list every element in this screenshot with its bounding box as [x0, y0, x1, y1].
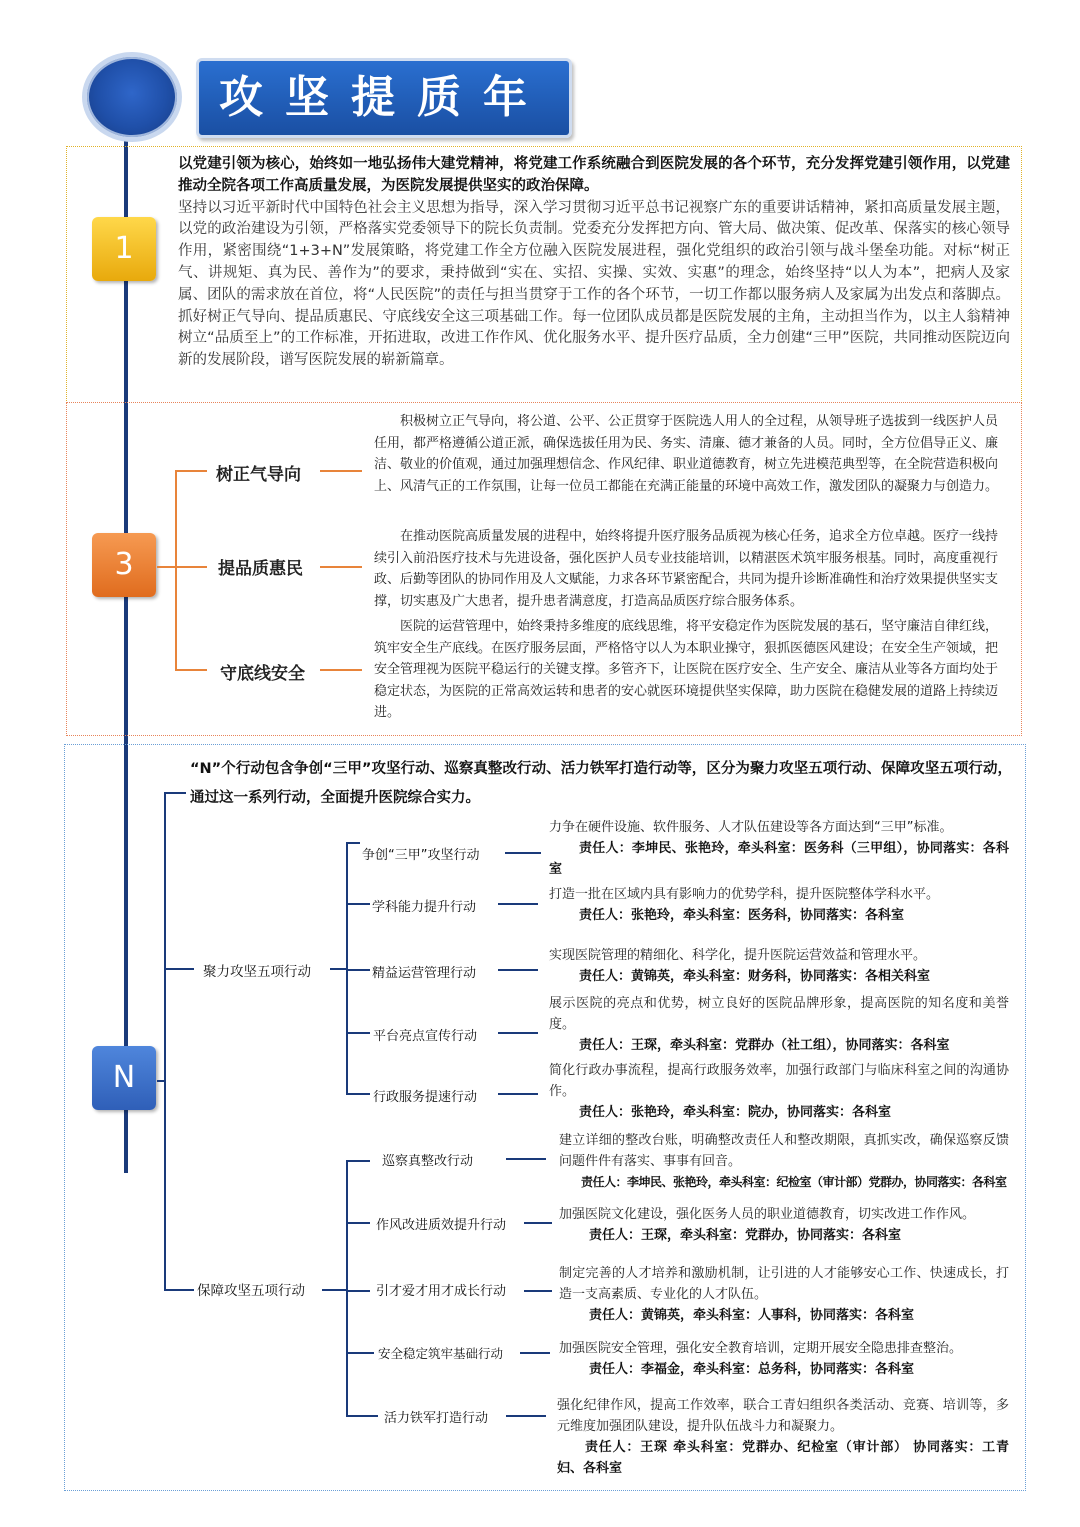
g1-tick-2	[346, 903, 370, 905]
item-text-pinzhi-p: 在推动医院高质量发展的进程中，始终将提升医疗服务品质视为核心任务，追求全方位卓越。医疗一线持续引入前沿医疗技术与先进设备，强化医护人员专业技能培训，以精湛医术筑牢服务根基。同时，高度重视行政、后勤等团队的协同作用及人文赋能，力求各环节紧密配合，共同为提升诊断准确性和治疗效果提供坚实支撑，切实惠及广大患者，提升患者满意度，打造高品质医疗综合服务体系。	[374, 529, 999, 609]
g1-item-2-resp: 责任人：张艳玲，牵头科室：医务科，协同落实：各科室	[579, 908, 905, 923]
item-text-zhengqi	[374, 411, 998, 497]
g1-item-2-desc: 打造一批在区域内具有影响力的优势学科，提升医院整体学科水平。	[549, 887, 940, 902]
item-text-pinzhi	[374, 526, 998, 612]
g2-item-4-line	[520, 1352, 550, 1354]
g1-item-2-label: 学科能力提升行动	[372, 900, 477, 915]
g2-tick-4	[346, 1352, 374, 1354]
item-label-zhengqi: 树正气导向	[216, 465, 301, 485]
item-label-dixian: 守底线安全	[220, 664, 305, 684]
section-1-badge: 1	[92, 217, 156, 281]
section-3-bracket	[175, 470, 177, 670]
g2-item-4-desc: 加强医院安全管理，强化安全教育培训，定期开展安全隐患排查整治。	[559, 1341, 963, 1356]
g1-item-1-desc: 力争在硬件设施、软件服务、人才队伍建设等各方面达到“三甲”标准。	[549, 820, 953, 835]
g2-item-1-text	[559, 1130, 1009, 1193]
g2-item-1-resp: 责任人：李坤民、张艳玲，牵头科室：纪检室（审计部）党群办，协同落实：各科室	[581, 1175, 1007, 1189]
section-3-badge: 3	[92, 533, 156, 597]
g2-item-1-line	[506, 1158, 546, 1160]
g2-item-2-line	[524, 1222, 552, 1224]
item-text-zhengqi-p: 积极树立正气导向，将公道、公平、公正贯穿于医院选人用人的全过程，从领导班子选拔到一线医护人员任用，都严格遵循公道正派，确保选拔任用为民、务实、清廉、德才兼备的人员。同时，全方位倡导正义、廉洁、敬业的价值观，通过加强理想信念、作风纪律、职业道德教育，树立先进模范典型等，在全院营造积极向上、风清气正的工作氛围，让每一位员工都能在充满正能量的环境中高效工作，激发团队的凝聚力与创造力。	[374, 414, 999, 494]
g2-item-5-desc: 强化纪律作风，提高工作效率，联合工青妇组织各类活动、竞赛、培训等，多元维度加强团队建设，提升队伍战斗力和凝聚力。	[557, 1398, 1009, 1434]
group-1-tick	[164, 968, 194, 970]
g1-tick-4	[346, 1032, 370, 1034]
group-1-label: 聚力攻坚五项行动	[203, 964, 311, 980]
g2-item-2-desc: 加强医院文化建设，强化医务人员的职业道德教育，切实改进工作作风。	[559, 1207, 976, 1222]
g2-tick-1	[346, 1160, 370, 1162]
g2-item-2-label: 作风改进质效提升行动	[376, 1218, 507, 1233]
group-2-bracket	[346, 1160, 348, 1416]
g1-tick-5	[346, 1093, 370, 1095]
group-1-bracket	[346, 842, 348, 1094]
g2-item-1-label: 巡察真整改行动	[382, 1154, 474, 1169]
group-2-label: 保障攻坚五项行动	[197, 1283, 305, 1299]
g1-item-5-desc: 简化行政办事流程，提高行政服务效率，加强行政部门与临床科室之间的沟通协作。	[549, 1063, 1009, 1099]
g2-item-3-text	[559, 1263, 1009, 1326]
g1-item-2-text	[549, 884, 1009, 926]
g1-item-3-desc: 实现医院管理的精细化、科学化，提升医院运营效益和管理水平。	[549, 948, 927, 963]
item-label-pinzhi: 提品质惠民	[218, 559, 303, 579]
item-line-pinzhi	[320, 566, 362, 568]
section-1-text	[178, 154, 1010, 372]
g1-item-4-text	[549, 993, 1009, 1056]
section-n-intro: “N”个行动包含争创“三甲”攻坚行动、巡察真整改行动、活力铁军打造行动等，区分为聚力攻坚五项行动、保障攻坚五项行动，通过这一系列行动，全面提升医院综合实力。	[190, 761, 1012, 806]
section-n-badge: N	[92, 1046, 156, 1110]
header-circle-icon	[82, 52, 182, 142]
section-n-intro-tick	[164, 792, 186, 794]
g1-item-5-line	[498, 1093, 538, 1095]
page-title: 攻坚提质年	[196, 58, 572, 138]
g1-item-4-desc: 展示医院的亮点和优势，树立良好的医院品牌形象，提高医院的知名度和美誉度。	[549, 996, 1009, 1032]
g1-item-3-line	[498, 969, 538, 971]
item-line-dixian	[320, 669, 362, 671]
g2-item-3-line	[524, 1290, 552, 1292]
g2-item-4-text	[559, 1338, 1009, 1380]
g1-item-3-resp: 责任人：黄锦英，牵头科室：财务科，协同落实：各相关科室	[579, 969, 931, 984]
group-2-connector	[322, 1289, 348, 1291]
g2-item-1-desc: 建立详细的整改台账，明确整改责任人和整改期限，真抓实改，确保巡察反馈问题件件有落实、事事有回音。	[559, 1133, 1009, 1169]
g2-item-5-resp: 责任人：王琛 牵头科室：党群办、纪检室（审计部） 协同落实：工青妇、各科室	[557, 1440, 1009, 1476]
g1-item-3-text	[549, 945, 1009, 987]
section-3-branch-2	[175, 566, 207, 568]
g1-item-1-resp: 责任人：李坤民、张艳玲，牵头科室：医务科（三甲组），协同落实：各科室	[549, 841, 1009, 877]
g2-item-5-line	[506, 1415, 546, 1417]
g2-tick-3	[346, 1290, 370, 1292]
g2-item-2-resp: 责任人：王琛，牵头科室：党群办，协同落实：各科室	[589, 1228, 902, 1243]
g1-item-1-label: 争创“三甲”攻坚行动	[362, 848, 480, 863]
section-3-connector	[157, 566, 177, 568]
g2-item-2-text	[559, 1204, 1009, 1246]
g1-item-4-label: 平台亮点宣传行动	[373, 1029, 478, 1044]
g1-item-5-resp: 责任人：张艳玲，牵头科室：院办，协同落实：各科室	[579, 1105, 892, 1120]
g1-item-1-line	[505, 852, 541, 854]
group-2-tick	[164, 1289, 194, 1291]
section-1-lead: 以党建引领为核心，始终如一地弘扬伟大建党精神，将党建工作系统融合到医院发展的各个环节，充分发挥党建引领作用，以党建推动全院各项工作高质量发展，为医院发展提供坚实的政治保障。	[178, 156, 1010, 194]
g1-tick-1	[346, 842, 360, 844]
g1-item-3-label: 精益运营管理行动	[372, 966, 477, 981]
g2-item-4-label: 安全稳定筑牢基础行动	[378, 1346, 504, 1361]
item-text-dixian-p: 医院的运营管理中，始终秉持多维度的底线思维，将平安稳定作为医院发展的基石，坚守廉洁自律红线，筑牢安全生产底线。在医疗服务层面，严格恪守以人为本职业操守，狠抓医德医风建设；在安全生产领域，把安全管理视为医院平稳运行的关键支撑。多管齐下，让医院在医疗安全、生产安全、廉洁从业等各方面均处于稳定状态，为医院的正常高效运转和患者的安心就医环境提供坚实保障，助力医院在稳健发展的道路上持续迈进。	[374, 619, 999, 720]
g2-tick-5	[346, 1415, 378, 1417]
g2-item-3-resp: 责任人：黄锦英，牵头科室：人事科，协同落实：各科室	[589, 1308, 915, 1323]
g1-item-5-label: 行政服务提速行动	[373, 1090, 478, 1105]
g2-item-5-label: 活力铁军打造行动	[384, 1411, 489, 1426]
g2-item-3-desc: 制定完善的人才培养和激励机制，让引进的人才能够安心工作、快速成长，打造一支高素质、专业化的人才队伍。	[559, 1266, 1009, 1302]
g1-item-5-text	[549, 1060, 1009, 1123]
g1-item-2-line	[498, 903, 538, 905]
g2-tick-2	[346, 1222, 370, 1224]
g2-item-3-label: 引才爱才用才成长行动	[376, 1284, 507, 1299]
g1-item-4-line	[498, 1032, 538, 1034]
section-3-branch-1	[175, 470, 207, 472]
g2-item-4-resp: 责任人：李福金，牵头科室：总务科，协同落实：各科室	[589, 1362, 915, 1377]
section-n-bracket	[164, 792, 166, 1290]
item-line-zhengqi	[320, 470, 362, 472]
section-1-body: 坚持以习近平新时代中国特色社会主义思想为指导，深入学习贯彻习近平总书记视察广东的重要讲话精神，紧扣高质量发展主题，以党的政治建设为引领，严格落实党委领导下的院长负责制。党委充分发挥把方向、管大局、做决策、促改革、保落实的核心领导作用，紧密围绕“1+3+N”发展策略，将党建工作全方位融入医院发展进程，强化党组织的政治引领与战斗堡垒功能。对标“树正气、讲规矩、真为民、善作为”的要求，秉持做到“实在、实招、实操、实效、实惠”的理念，始终坚持“以人为本”，把病人及家属、团队的需求放在首位，将“人民医院”的责任与担当贯穿于工作的各个环节，一切工作都以服务病人及家属为出发点和落脚点。抓好树正气导向、提品质惠民、守底线安全这三项基础工作。每一位团队成员都是医院发展的主角，主动担当作为，以主人翁精神树立“品质至上”的工作标准，开拓进取，改进工作作风、优化服务水平、提升医疗品质，全力创建“三甲”医院，共同推动医院迈向新的发展阶段，谱写医院发展的崭新篇章。	[178, 199, 1010, 369]
g1-item-1-text	[549, 817, 1009, 880]
g2-item-5-text	[557, 1395, 1009, 1479]
g1-tick-3	[346, 969, 370, 971]
section-3-branch-3	[175, 669, 207, 671]
g1-item-4-resp: 责任人：王琛，牵头科室：党群办（社工组），协同落实：各科室	[579, 1038, 950, 1053]
item-text-dixian	[374, 616, 998, 724]
